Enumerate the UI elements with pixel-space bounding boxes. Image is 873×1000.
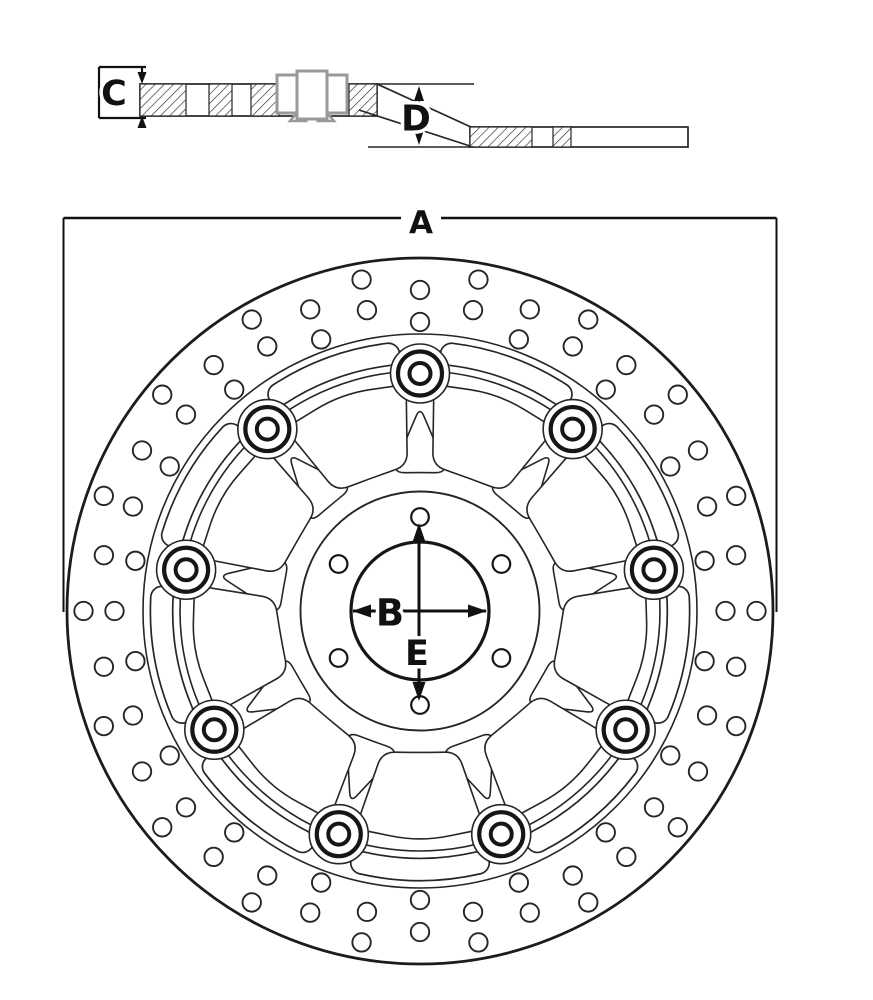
dimension-label-a: A <box>409 205 433 241</box>
dimension-label-c: C <box>101 74 127 114</box>
dimension-label-e: E <box>405 634 429 674</box>
section-carrier-plate <box>470 127 688 147</box>
dimension-label-d: D <box>401 98 431 140</box>
dimension-label-b: B <box>375 591 405 635</box>
section-bobbin <box>277 71 347 121</box>
